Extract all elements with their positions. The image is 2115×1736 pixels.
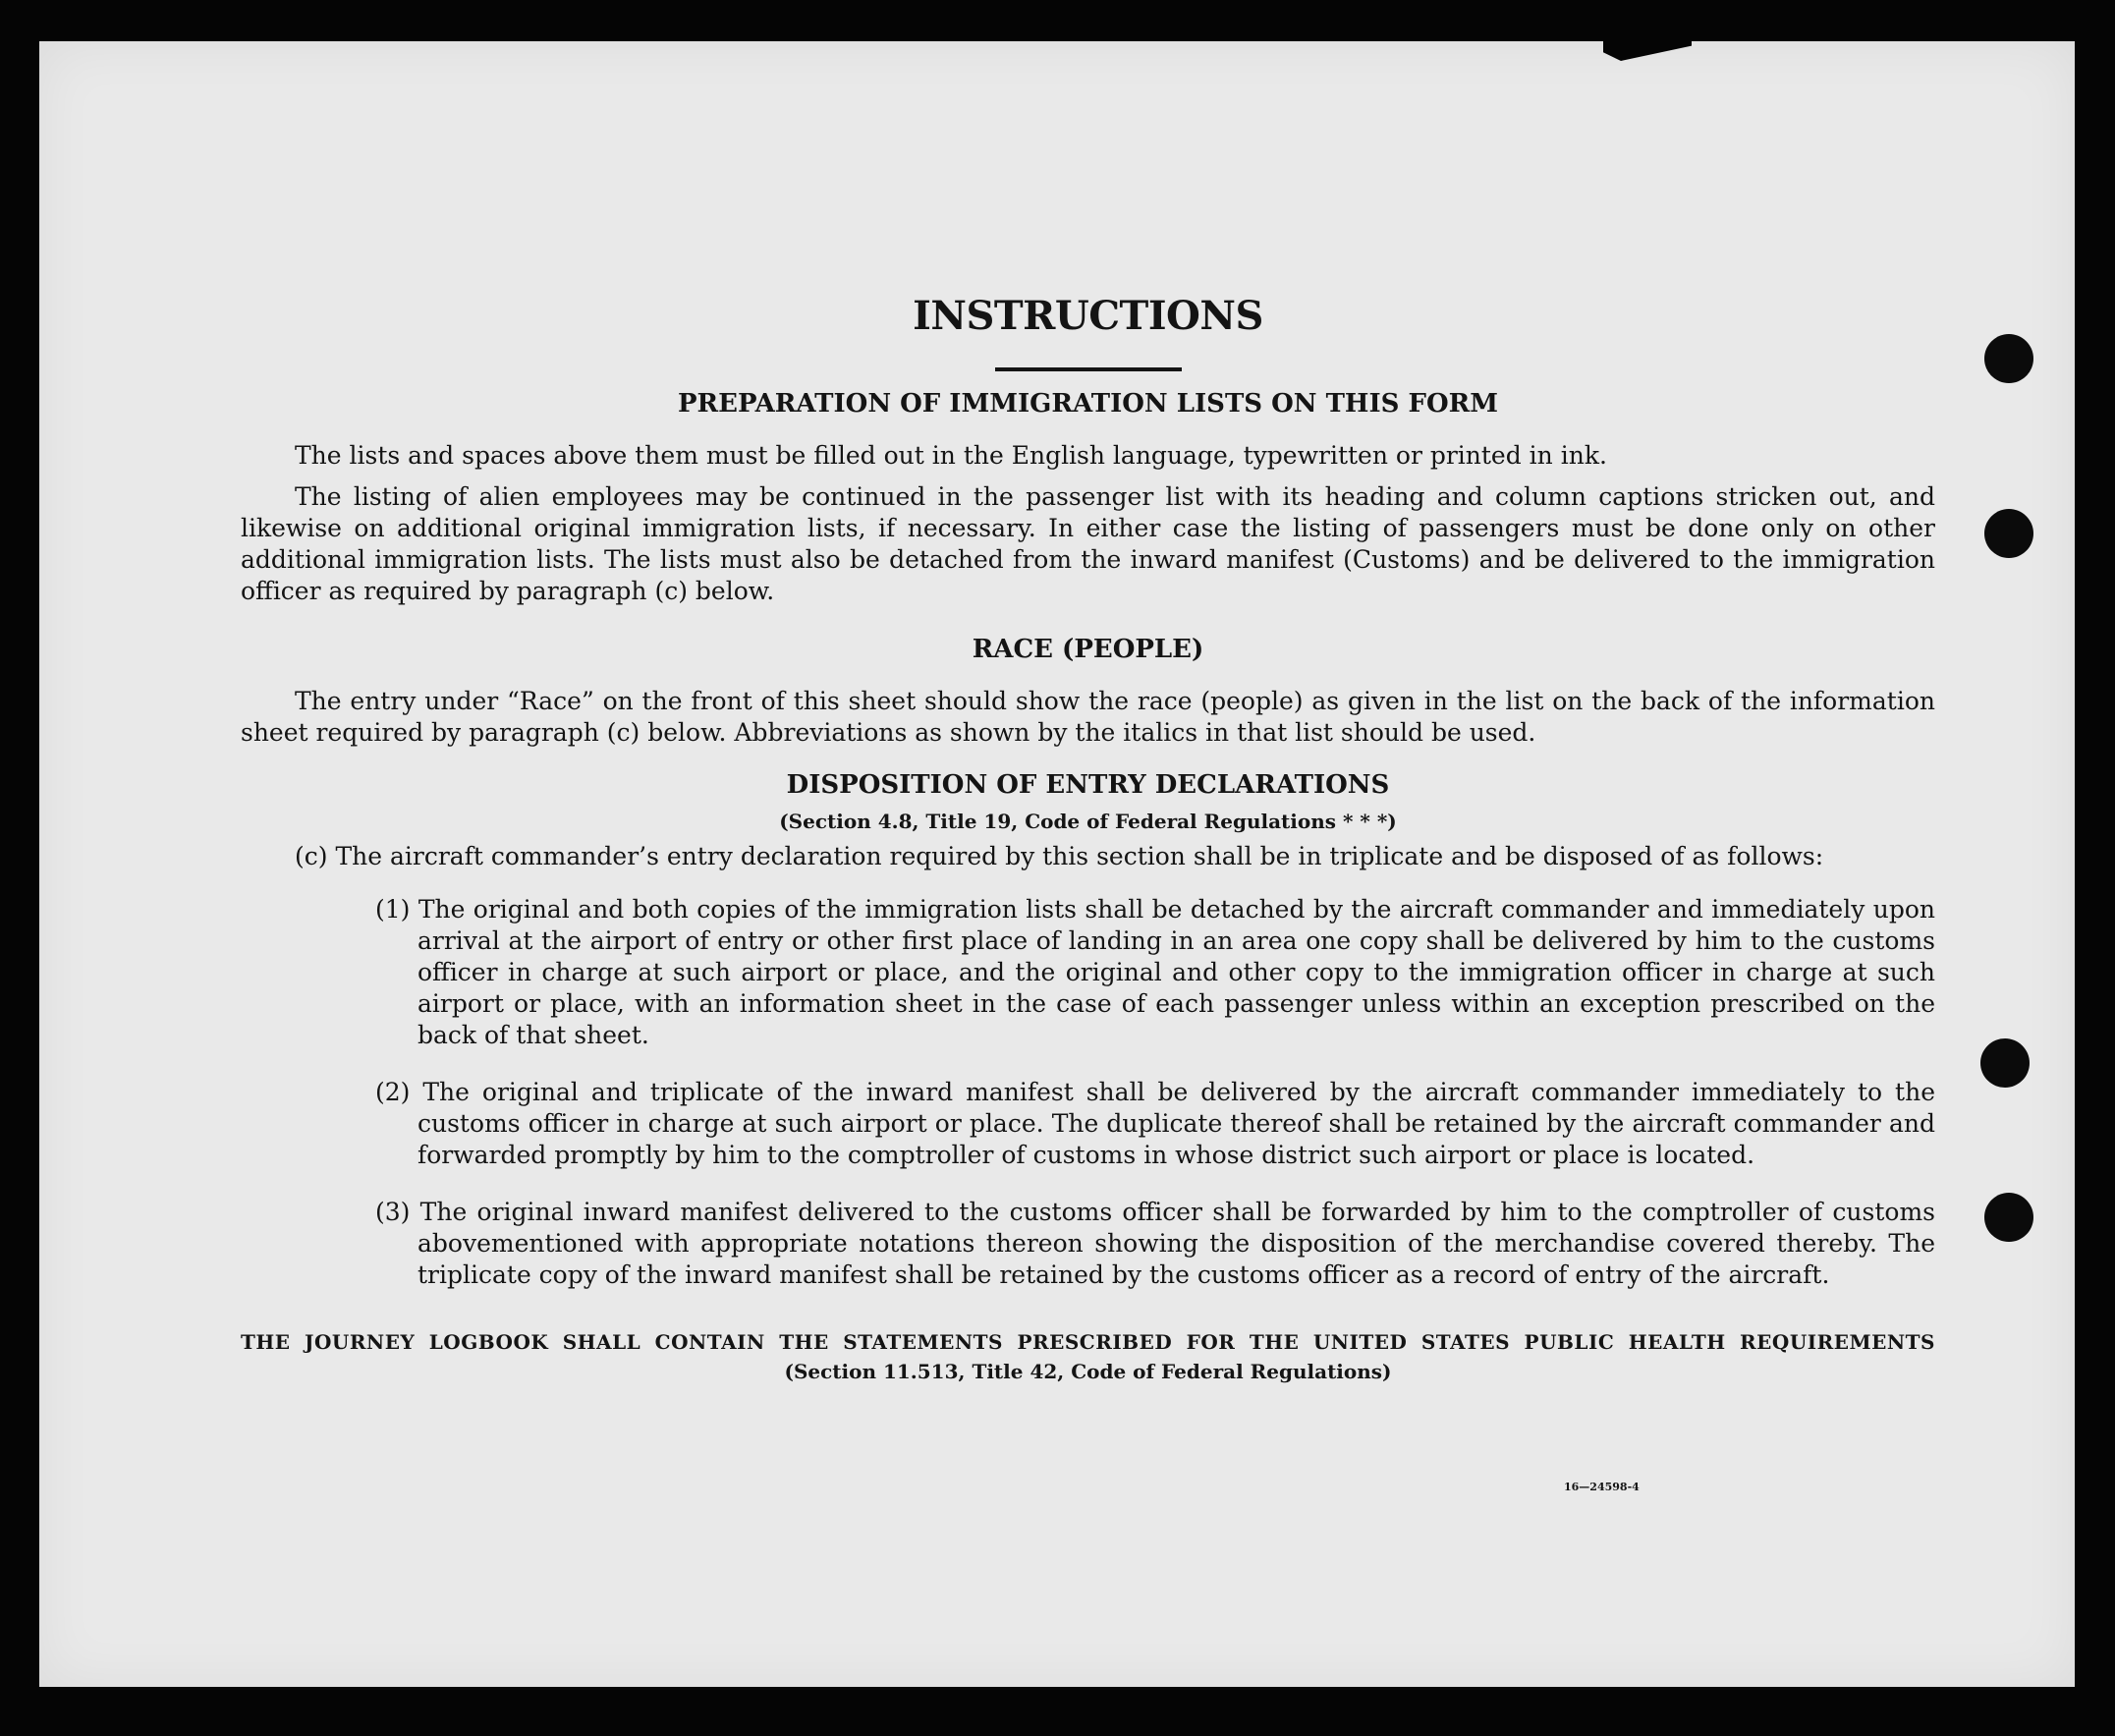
paragraph: The entry under “Race” on the front of this sheet should show the race (people) as given in the list on the back of the information sheet required by paragraph (c) below. Abbreviations as shown by the italics in that list should be used.: [241, 687, 1935, 747]
health-requirement-citation: (Section 11.513, Title 42, Code of Federal Regulations): [784, 1360, 1392, 1383]
section-heading-disposition: DISPOSITION OF ENTRY DECLARATIONS: [786, 770, 1390, 800]
section-heading-preparation: PREPARATION OF IMMIGRATION LISTS ON THIS FORM: [678, 389, 1498, 419]
list-item: (1) The original and both copies of the immigration lists shall be detached by the aircraft commander and immediately upon arrival at the airport of entry or other first place of landing in an area one copy shall be delivered by him to the customs officer in charge at such airport or place, and the original and other copy to the immigration officer in charge at such airport or place, with an information sheet in the case of each passenger unless within an exception prescribed on the back of that sheet.: [375, 895, 1935, 1049]
instructions-content: [241, 287, 1935, 1383]
form-number: 16—24598-4: [1564, 1481, 1640, 1493]
health-requirement-statement: THE JOURNEY LOGBOOK SHALL CONTAIN THE STATEMENTS PRESCRIBED FOR THE UNITED STATES PUBLIC HEALTH REQUIREMENTS: [241, 1330, 1935, 1354]
punch-hole: [1980, 1038, 2030, 1088]
torn-corner: [1603, 39, 1692, 61]
punch-hole: [1984, 509, 2033, 558]
document-page: [39, 41, 2075, 1687]
list-item: (3) The original inward manifest delivered to the customs officer shall be forwarded by him to the comptroller of customs abovementioned with appropriate notations thereon showing the disposition of the merchandise covered thereby. The triplicate copy of the inward manifest shall be retained by the customs officer as a record of entry of the aircraft.: [375, 1198, 1935, 1289]
section-heading-race: RACE (PEOPLE): [972, 635, 1204, 664]
page-title: INSTRUCTIONS: [913, 293, 1263, 339]
title-underline: [995, 367, 1182, 371]
paragraph: The lists and spaces above them must be filled out in the English language, typewritten or printed in ink.: [295, 441, 1607, 470]
punch-hole: [1984, 334, 2033, 383]
paragraph: The listing of alien employees may be continued in the passenger list with its heading and column captions stricken out, and likewise on additional original immigration lists, if necessary. In either case the listing of passengers must be done only on other additional immigration lists. The lists must also be detached from the inward manifest (Customs) and be delivered to the immigration officer as required by paragraph (c) below.: [241, 482, 1935, 605]
clause-c: (c) The aircraft commander’s entry declaration required by this section shall be in triplicate and be disposed of as follows:: [295, 842, 1824, 870]
list-item: (2) The original and triplicate of the inward manifest shall be delivered by the aircraft commander immediately to the customs officer in charge at such airport or place. The duplicate thereof shall be retained by the aircraft commander and forwarded promptly by him to the comptroller of customs in whose district such airport or place is located.: [375, 1078, 1935, 1169]
section-citation: (Section 4.8, Title 19, Code of Federal Regulations * * *): [779, 810, 1397, 833]
punch-hole: [1984, 1193, 2033, 1242]
